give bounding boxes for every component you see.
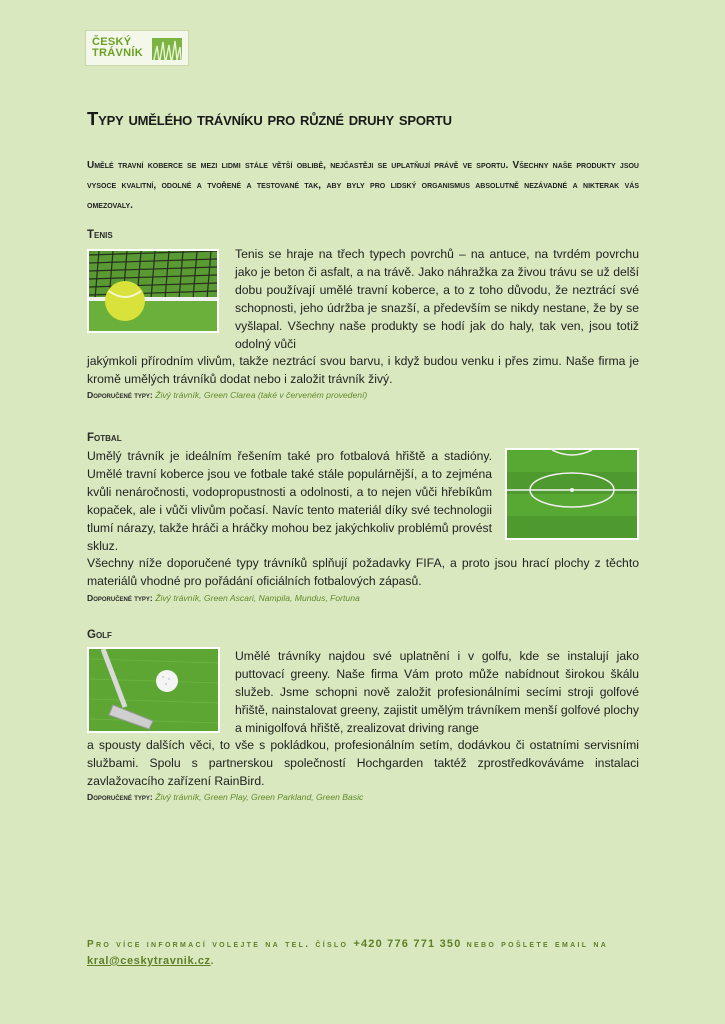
- tennis-ball-icon: [89, 251, 217, 331]
- footer-end: .: [210, 956, 216, 967]
- golf-image: [87, 647, 220, 733]
- fotbal-recommended-label: Doporučené typy:: [87, 593, 153, 603]
- football-field-icon: [507, 450, 637, 538]
- page-title: Typy umělého trávníku pro různé druhy sportu: [87, 108, 452, 129]
- footer-text-2: nebo pošlete email: [466, 939, 589, 950]
- fotbal-text-top: Umělý trávník je ideálním řešením také pro fotbalová hřiště a stadióny. Umělé travní koberce jsou ve fotbale také stále populárnější, a to zejména kvůli nenáročnosti, vodopropustnosti a odolnosti, a to nejen vůči hřebíkům kopaček, ale i vůči vlivům počasí. Navíc tento materiál díky své technologii tlumí nárazy, takže hráči a hráčky mohou bez jakýchkoliv problémů provést skluz.: [87, 449, 492, 553]
- tennis-image: [87, 249, 219, 333]
- tenis-recommended-value: Živý trávník, Green Clarea (také v červeném provedení): [155, 390, 368, 400]
- intro-paragraph: Umělé travní koberce se mezi lidmi stále větší oblibě, nejčastěji se uplatňují právě ve sportu. Všechny naše produkty jsou vysoce kvalitní, odolné a tvořené a testované tak, aby byly pro lidský organismus absolutně nezávadné a nikterak vás omezovaly.: [87, 160, 639, 211]
- footer-text-1: Pro více informací volejte na tel. číslo: [87, 939, 349, 950]
- section-heading-golf: Golf: [87, 629, 112, 641]
- tenis-recommended-label: Doporučené typy:: [87, 390, 153, 400]
- golf-text-top: Umělé trávníky najdou své uplatnění i v golfu, kde se instalují jako puttovací greeny. Naše firma Vám proto může nabídnout širokou škálu služeb. Jsme schopni nově založit profesionálními secími stroji golfové hřiště, nainstalovat greeny, zajistit umělým trávníkem menší golfové plochy a minigolfová hřiště, zrealizovat driving range: [235, 649, 639, 735]
- golf-recommended: [87, 792, 363, 802]
- fotbal-recommended-value: Živý trávník, Green Ascari, Nampila, Mundus, Fortuna: [155, 593, 360, 603]
- logo-text: [92, 37, 143, 59]
- contact-footer: [87, 936, 643, 970]
- fotbal-text-bottom: Všechny níže doporučené typy trávníků splňují požadavky FIFA, a proto jsou hrací plochy z těchto materiálů vhodné pro pořádání oficiálních fotbalových zápasů.: [87, 556, 639, 588]
- company-logo[interactable]: [85, 30, 189, 66]
- fotbal-recommended: [87, 593, 360, 603]
- tenis-text-bottom: jakýmkoli přírodním vlivům, takže neztrácí svou barvu, i když budou venku i přes zimu. Naše firma je kromě umělých trávníků dodat nebo i založit trávník živý.: [87, 354, 639, 386]
- tenis-text-top: Tenis se hraje na třech typech povrchů – na antuce, na tvrdém povrchu jako je beton či asfalt, a na trávě. Jako náhražka za živou trávu se už delší dobu používají umělé travní koberce, a to z toho důvodu, že neztrácí své schopnosti, jeho údržba je snazší, a především se nikdy nestane, že by se vyšlapal. Všechny naše produkty se hodí jak do haly, tak ven, jsou totiž odolný vůči: [235, 247, 639, 351]
- golf-recommended-value: Živý trávník, Green Play, Green Parkland, Green Basic: [155, 792, 364, 802]
- golf-recommended-label: Doporučené typy:: [87, 792, 153, 802]
- golf-club-icon: [89, 649, 218, 731]
- section-heading-fotbal: Fotbal: [87, 432, 122, 444]
- tenis-recommended: [87, 390, 367, 400]
- logo-line1: ČESKÝ: [92, 36, 132, 48]
- footer-phone[interactable]: +420 776 771 350: [353, 938, 462, 950]
- section-heading-tenis: Tenis: [87, 229, 113, 241]
- footer-email-link[interactable]: kral@ceskytravnik.cz: [87, 955, 211, 967]
- golf-text-bottom: a spousty dalších věci, to vše s pokládkou, profesionálním setím, dodávkou či ostatními servisními službami. Spolu s partnerskou společností Hochgarden taktéž zprostředkováváme instalaci zavlažovacího zařízení RainBird.: [87, 738, 639, 788]
- grass-logo-icon: [152, 36, 182, 61]
- footer-text-3: na: [593, 939, 609, 950]
- football-field-image: [505, 448, 639, 540]
- logo-line2: TRÁVNÍK: [92, 47, 143, 59]
